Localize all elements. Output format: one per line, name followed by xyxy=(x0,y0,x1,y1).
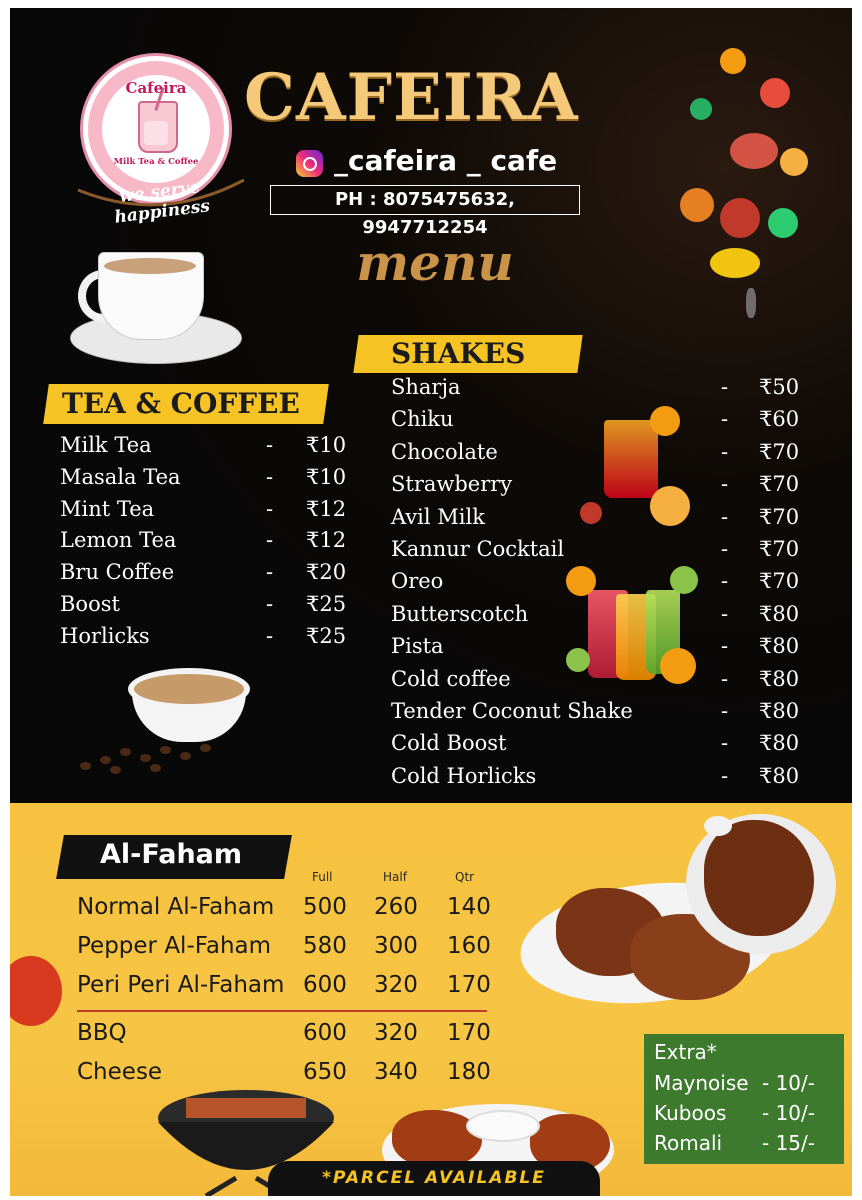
list-item xyxy=(391,762,811,794)
item-name: Avil Milk xyxy=(391,504,485,529)
lemon xyxy=(710,248,760,278)
apple xyxy=(760,78,790,108)
dish-name: Normal Al-Faham xyxy=(77,894,275,920)
price-half: 320 xyxy=(374,972,418,998)
price-full: 580 xyxy=(303,933,347,959)
tea-coffee-list xyxy=(60,431,360,654)
tagline-banner xyxy=(72,176,250,228)
bean xyxy=(140,754,151,762)
dish-name: BBQ xyxy=(77,1020,127,1046)
list-item xyxy=(391,438,811,470)
brand-title: CAFEIRA xyxy=(244,60,579,135)
extra-item-price: - 15/- xyxy=(762,1131,815,1155)
item-name: Chiku xyxy=(391,407,454,432)
bean xyxy=(110,766,121,774)
item-dash: - xyxy=(721,698,729,723)
price-qtr: 170 xyxy=(447,972,491,998)
item-name: Chocolate xyxy=(391,439,498,464)
mayo-cup xyxy=(704,816,732,836)
item-price: ₹12 xyxy=(306,528,347,553)
orange-2 xyxy=(680,188,714,222)
extra-item-price: - 10/- xyxy=(762,1101,815,1125)
extras-heading: Extra* xyxy=(654,1040,717,1064)
dip-bowl xyxy=(466,1110,540,1142)
item-name: Sharja xyxy=(391,375,461,399)
coffee-beans xyxy=(70,738,230,778)
item-price: ₹80 xyxy=(759,763,800,788)
milk-tea-cup-icon xyxy=(138,101,178,153)
table-row xyxy=(77,972,507,1008)
item-dash: - xyxy=(721,439,729,464)
green-apple xyxy=(768,208,798,238)
item-dash: - xyxy=(721,763,729,788)
column-header-half: Half xyxy=(383,870,407,884)
list-item xyxy=(391,632,811,664)
list-item xyxy=(391,697,811,729)
list-item xyxy=(60,431,360,463)
tea-liquid xyxy=(104,258,196,274)
item-price: ₹25 xyxy=(306,623,347,648)
al-faham-heading: Al-Faham xyxy=(100,839,243,870)
item-price: ₹20 xyxy=(306,560,347,585)
item-price: ₹70 xyxy=(759,569,800,594)
item-name: Cold coffee xyxy=(391,666,511,691)
splash xyxy=(746,288,756,318)
item-price: ₹70 xyxy=(759,536,800,561)
orange-slice xyxy=(780,148,808,176)
list-item xyxy=(391,535,811,567)
item-price: ₹60 xyxy=(759,407,800,432)
item-name: Horlicks xyxy=(60,623,150,648)
phone-numbers: PH : 8075475632, 9947712254 xyxy=(270,185,580,215)
extra-item-name: Kuboos xyxy=(654,1101,727,1125)
item-dash: - xyxy=(266,623,274,648)
item-price: ₹25 xyxy=(306,591,347,616)
bean xyxy=(100,756,111,764)
pomegranate xyxy=(720,198,760,238)
extra-item-price: - 10/- xyxy=(762,1071,815,1095)
item-price: ₹80 xyxy=(759,601,800,626)
item-name: Lemon Tea xyxy=(60,528,177,553)
item-dash: - xyxy=(721,472,729,497)
item-price: ₹70 xyxy=(759,439,800,464)
dish-name: Peri Peri Al-Faham xyxy=(77,972,285,998)
dish-name: Pepper Al-Faham xyxy=(77,933,272,959)
price-full: 600 xyxy=(303,972,347,998)
bean xyxy=(160,746,171,754)
item-dash: - xyxy=(721,601,729,626)
item-name: Boost xyxy=(60,591,120,616)
item-dash: - xyxy=(721,375,729,399)
bean xyxy=(150,764,161,772)
extra-item-name: Maynoise xyxy=(654,1071,749,1095)
list-item xyxy=(60,622,360,654)
item-dash: - xyxy=(266,496,274,521)
item-name: Milk Tea xyxy=(60,433,152,457)
bean xyxy=(80,762,91,770)
item-price: ₹80 xyxy=(759,731,800,756)
lime xyxy=(690,98,712,120)
extras-box xyxy=(644,1034,844,1164)
shakes-heading: SHAKES xyxy=(391,337,526,370)
extra-item-name: Romali xyxy=(654,1131,723,1155)
coffee-cup-icon xyxy=(70,658,270,798)
list-item xyxy=(391,470,811,502)
list-item xyxy=(391,373,811,405)
price-half: 340 xyxy=(374,1059,418,1085)
list-item xyxy=(391,567,811,599)
tagline: we serve happiness xyxy=(113,177,212,228)
item-name: Kannur Cocktail xyxy=(391,536,565,561)
item-name: Masala Tea xyxy=(60,464,181,489)
item-dash: - xyxy=(266,591,274,616)
item-price: ₹80 xyxy=(759,666,800,691)
item-name: Mint Tea xyxy=(60,496,155,521)
grilled-chicken xyxy=(704,820,814,936)
list-item xyxy=(60,495,360,527)
item-name: Bru Coffee xyxy=(60,560,175,585)
list-item xyxy=(60,590,360,622)
item-dash: - xyxy=(266,464,274,489)
item-price: ₹80 xyxy=(759,634,800,659)
price-half: 320 xyxy=(374,1020,418,1046)
orange xyxy=(720,48,746,74)
item-dash: - xyxy=(721,666,729,691)
item-name: Oreo xyxy=(391,569,444,594)
item-dash: - xyxy=(721,634,729,659)
item-dash: - xyxy=(721,569,729,594)
parcel-available-banner: *PARCEL AVAILABLE xyxy=(268,1161,600,1196)
item-name: Cold Horlicks xyxy=(391,763,537,788)
item-price: ₹50 xyxy=(759,375,800,399)
item-dash: - xyxy=(721,731,729,756)
item-name: Cold Boost xyxy=(391,731,507,756)
price-half: 300 xyxy=(374,933,418,959)
instagram-handle: _cafeira _ cafe xyxy=(334,144,558,177)
item-dash: - xyxy=(266,560,274,585)
latte-art xyxy=(128,668,250,710)
item-name: Strawberry xyxy=(391,472,513,497)
item-dash: - xyxy=(266,433,274,457)
item-price: ₹70 xyxy=(759,472,800,497)
item-dash: - xyxy=(721,536,729,561)
instagram-icon xyxy=(296,150,323,177)
item-price: ₹80 xyxy=(759,698,800,723)
list-item xyxy=(60,558,360,590)
table-row xyxy=(77,894,507,930)
red-divider xyxy=(77,1010,487,1012)
shakes-list xyxy=(391,373,811,794)
price-qtr: 140 xyxy=(447,894,491,920)
list-item xyxy=(391,729,811,761)
fruit-splash-icon xyxy=(650,38,830,328)
tea-coffee-heading: TEA & COFFEE xyxy=(62,387,300,420)
bean xyxy=(180,752,191,760)
table-row xyxy=(77,1020,507,1056)
price-full: 500 xyxy=(303,894,347,920)
item-dash: - xyxy=(721,504,729,529)
list-item xyxy=(60,526,360,558)
bean xyxy=(120,748,131,756)
list-item xyxy=(391,503,811,535)
item-dash: - xyxy=(721,407,729,432)
price-full: 600 xyxy=(303,1020,347,1046)
price-qtr: 180 xyxy=(447,1059,491,1085)
menu-poster xyxy=(10,8,852,1196)
list-item xyxy=(391,405,811,437)
price-full: 650 xyxy=(303,1059,347,1085)
column-header-full: Full xyxy=(312,870,333,884)
list-item xyxy=(391,600,811,632)
item-price: ₹10 xyxy=(306,433,347,457)
bean xyxy=(200,744,211,752)
dish-name: Cheese xyxy=(77,1059,163,1085)
price-qtr: 160 xyxy=(447,933,491,959)
item-name: Pista xyxy=(391,634,444,659)
price-qtr: 170 xyxy=(447,1020,491,1046)
column-header-qtr: Qtr xyxy=(455,870,475,884)
menu-script-label: menu xyxy=(356,233,514,292)
item-price: ₹12 xyxy=(306,496,347,521)
item-name: Butterscotch xyxy=(391,601,529,626)
price-half: 260 xyxy=(374,894,418,920)
logo-subtitle: Milk Tea & Coffee xyxy=(113,157,199,167)
tea-cup-icon xyxy=(70,252,240,372)
item-dash: - xyxy=(266,528,274,553)
item-price: ₹70 xyxy=(759,504,800,529)
item-price: ₹10 xyxy=(306,464,347,489)
table-row xyxy=(77,933,507,969)
list-item xyxy=(391,665,811,697)
logo-name: Cafeira xyxy=(125,79,187,97)
grapefruit xyxy=(730,133,778,169)
item-name: Tender Coconut Shake xyxy=(391,698,633,723)
list-item xyxy=(60,463,360,495)
